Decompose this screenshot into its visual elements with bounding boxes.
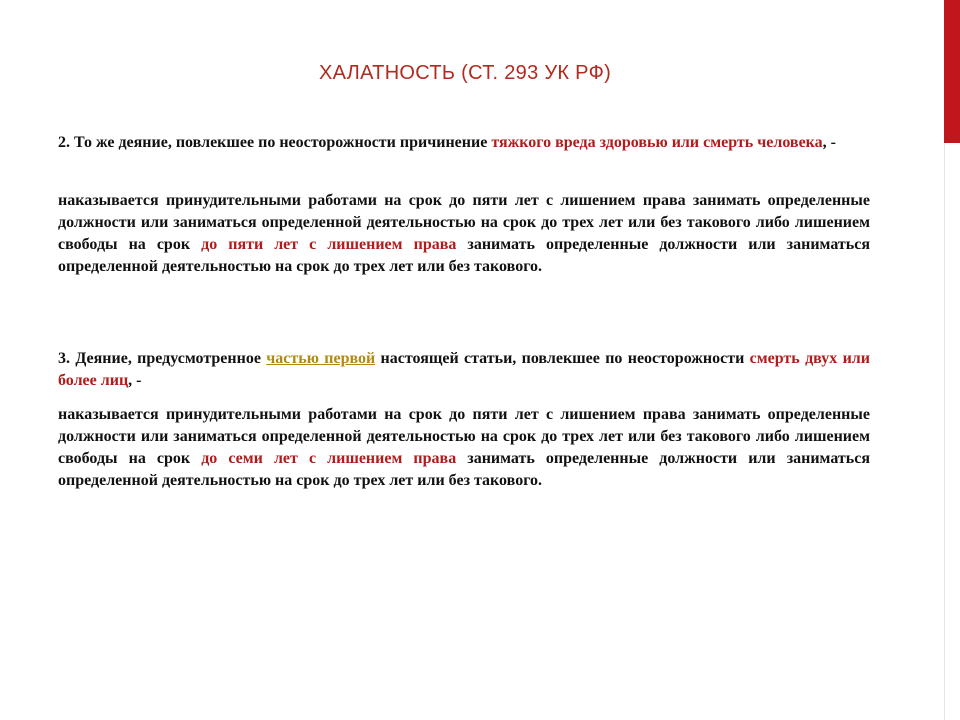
text: наказывается принудительными работами на срок до пяти лет с лишением права занимать определенные должности или заниматься определенной деятельностью на срок до трех лет или без такового либо лишением свободы на срок <box>58 406 870 467</box>
paragraph-part-3 <box>58 348 870 392</box>
text: 3. Деяние, предусмотренное <box>58 350 267 367</box>
text: , - <box>128 372 142 389</box>
paragraph-part-2 <box>58 132 870 154</box>
slide-title: ХАЛАТНОСТЬ (СТ. 293 УК РФ) <box>318 62 612 84</box>
text: , - <box>822 134 836 151</box>
text: настоящей статьи, повлекшее по неосторожности <box>375 350 750 367</box>
part-one-link[interactable]: частью первой <box>266 350 376 367</box>
highlight-text: тяжкого вреда здоровью или смерть человека <box>491 134 823 151</box>
text: занимать определенные должности или заниматься определенной деятельностью на срок до трех лет или без такового. <box>58 450 871 489</box>
text: наказывается принудительными работами на срок до пяти лет с лишением права занимать определенные должности или заниматься определенной деятельностью на срок до трех лет или без такового либо лишением свободы на срок <box>58 192 870 253</box>
highlight-text: до семи лет с лишением права <box>201 450 457 467</box>
red-accent-bar <box>944 0 960 143</box>
penalty-paragraph-3 <box>58 404 870 492</box>
text: 2. То же деяние, повлекшее по неосторожности причинение <box>58 134 492 151</box>
penalty-paragraph-2 <box>58 190 870 278</box>
highlight-text: до пяти лет с лишением права <box>201 236 457 253</box>
highlight-text: смерть двух или более лиц <box>58 350 870 389</box>
text: занимать определенные должности или заниматься определенной деятельностью на срок до трех лет или без такового. <box>58 236 871 275</box>
